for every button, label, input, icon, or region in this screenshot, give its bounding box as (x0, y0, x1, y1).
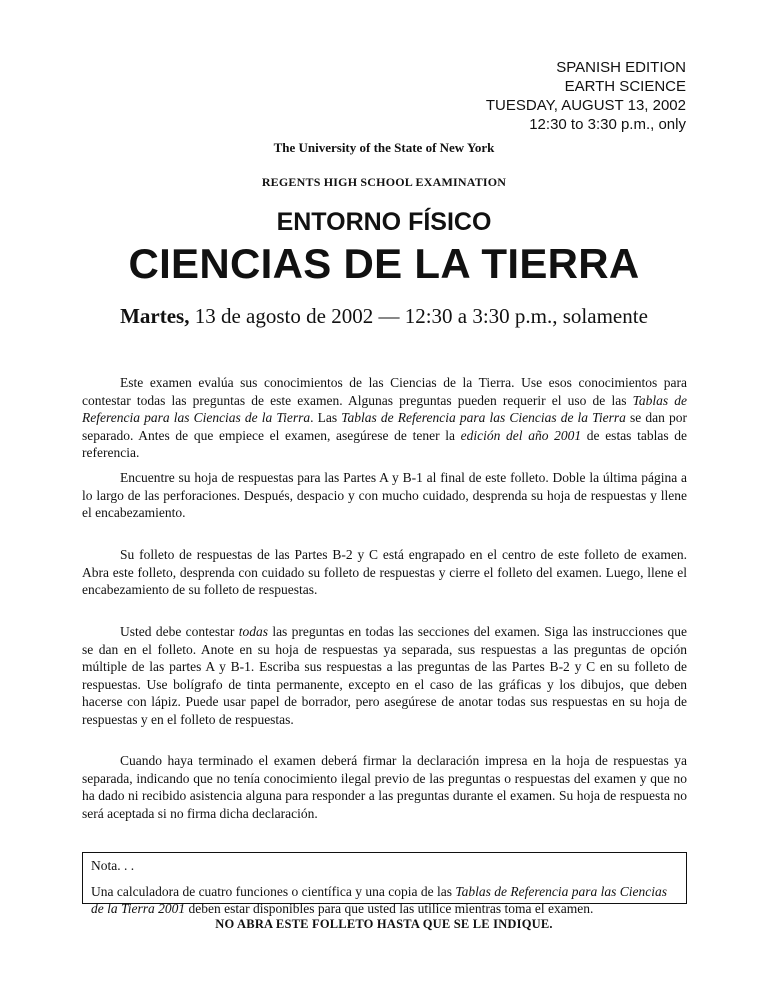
text-segment: se dan por separado. Antes de que empiece el examen, asegúrese de tener la (82, 410, 688, 443)
instruction-paragraph-text (82, 752, 687, 822)
do-not-open-warning: NO ABRA ESTE FOLLETO HASTA QUE SE LE INDIQUE. (215, 917, 553, 931)
italic-text-segment: Tablas de Referencia para las Ciencias de la Tierra 2001 (91, 883, 667, 916)
instruction-paragraph-4 (82, 623, 687, 728)
edition-line-date: TUESDAY, AUGUST 13, 2002 (485, 97, 686, 114)
exam-date-day: Martes, (120, 304, 190, 328)
edition-block (486, 58, 686, 134)
italic-text-segment: Tablas de Referencia para las Ciencias de la Tierra (341, 410, 626, 425)
instruction-paragraph-5 (82, 752, 687, 822)
text-segment: Su folleto de respuestas de las Partes B-2 y C está engrapado en el centro de este folleto de examen. Abra este folleto, desprenda con cuidado su folleto de respuestas y cierre el folleto del examen. Luego, llene el encabezamiento de su folleto de respuestas. (82, 547, 687, 597)
edition-line-time: 12:30 to 3:30 p.m., only (529, 116, 686, 133)
italic-text-segment: Tablas de Referencia para las Ciencias de la Tierra (82, 392, 688, 425)
exam-date-rest: 13 de agosto de 2002 — 12:30 a 3:30 p.m., solamente (189, 304, 648, 328)
exam-name: REGENTS HIGH SCHOOL EXAMINATION (261, 175, 507, 189)
note-text (91, 883, 678, 918)
text-segment: de estas tablas de referencia. (82, 427, 687, 460)
text-segment: las preguntas en todas las secciones del examen. Siga las instrucciones que se dan en el folleto. Anote en su hoja de respuestas ya separada, sus respuestas a las preguntas de opción múltiple de las partes A y B-1. Escriba sus respuestas a las preguntas de las Partes B-2 y C en su folleto de respuestas. Use bolígrafo de tinta permanente, excepto en el caso de las gráficas y los dibujos, que deben hacerse con lápiz. Puede usar papel de borrador, pero asegúrese de anotar todas sus respuestas en su hoja de respuestas y en el folleto de respuestas. (82, 624, 687, 727)
text-segment: . Las (310, 410, 342, 425)
text-segment: Cuando haya terminado el examen deberá firmar la declaración impresa en la hoja de respuestas ya separada, indicando que no tenía conocimiento ilegal previo de las preguntas o respuestas del examen y que no ha dado ni recibido asistencia alguna para responder a las preguntas durante el examen. Su hoja de respuesta no será aceptada si no firma dicha declaración. (82, 753, 687, 821)
italic-text-segment: edición del año 2001 (460, 427, 582, 443)
note-box (82, 852, 687, 916)
text-segment: deben estar disponibles para que usted las utilice mientras toma el examen. (185, 901, 594, 916)
text-segment: Este examen evalúa sus conocimientos de las Ciencias de la Tierra. Use esos conocimientos para contestar todas las preguntas de este examen. Algunas preguntas pueden requerir el uso de las (82, 375, 687, 408)
instruction-paragraph-text (82, 469, 687, 522)
exam-subtitle: ENTORNO FÍSICO (276, 208, 492, 236)
note-label: Nota. . . (91, 858, 135, 873)
page-title: CIENCIAS DE LA TIERRA (128, 240, 640, 287)
text-segment: Usted debe contestar (120, 624, 239, 639)
instruction-paragraph-2 (82, 469, 687, 522)
edition-line-spanish: SPANISH EDITION (556, 59, 686, 76)
edition-line-subject: EARTH SCIENCE (564, 78, 686, 95)
instruction-paragraph-text (82, 623, 687, 728)
exam-date-line (0, 304, 768, 329)
text-segment: Una calculadora de cuatro funciones o científica y una copia de las (91, 883, 456, 899)
instruction-paragraph-3 (82, 546, 687, 599)
instruction-paragraph-text (82, 374, 687, 462)
text-segment: Encuentre su hoja de respuestas para las Partes A y B-1 al final de este folleto. Doble la última página a lo largo de las perforaciones. Después, despacio y con mucho cuidado, desprenda su hoja de respuestas y llene el encabezamiento. (82, 470, 687, 520)
instruction-paragraph-text (82, 546, 687, 599)
italic-text-segment: todas (238, 624, 268, 639)
university-name: The University of the State of New York (273, 140, 495, 155)
instruction-paragraph-1 (82, 374, 687, 462)
